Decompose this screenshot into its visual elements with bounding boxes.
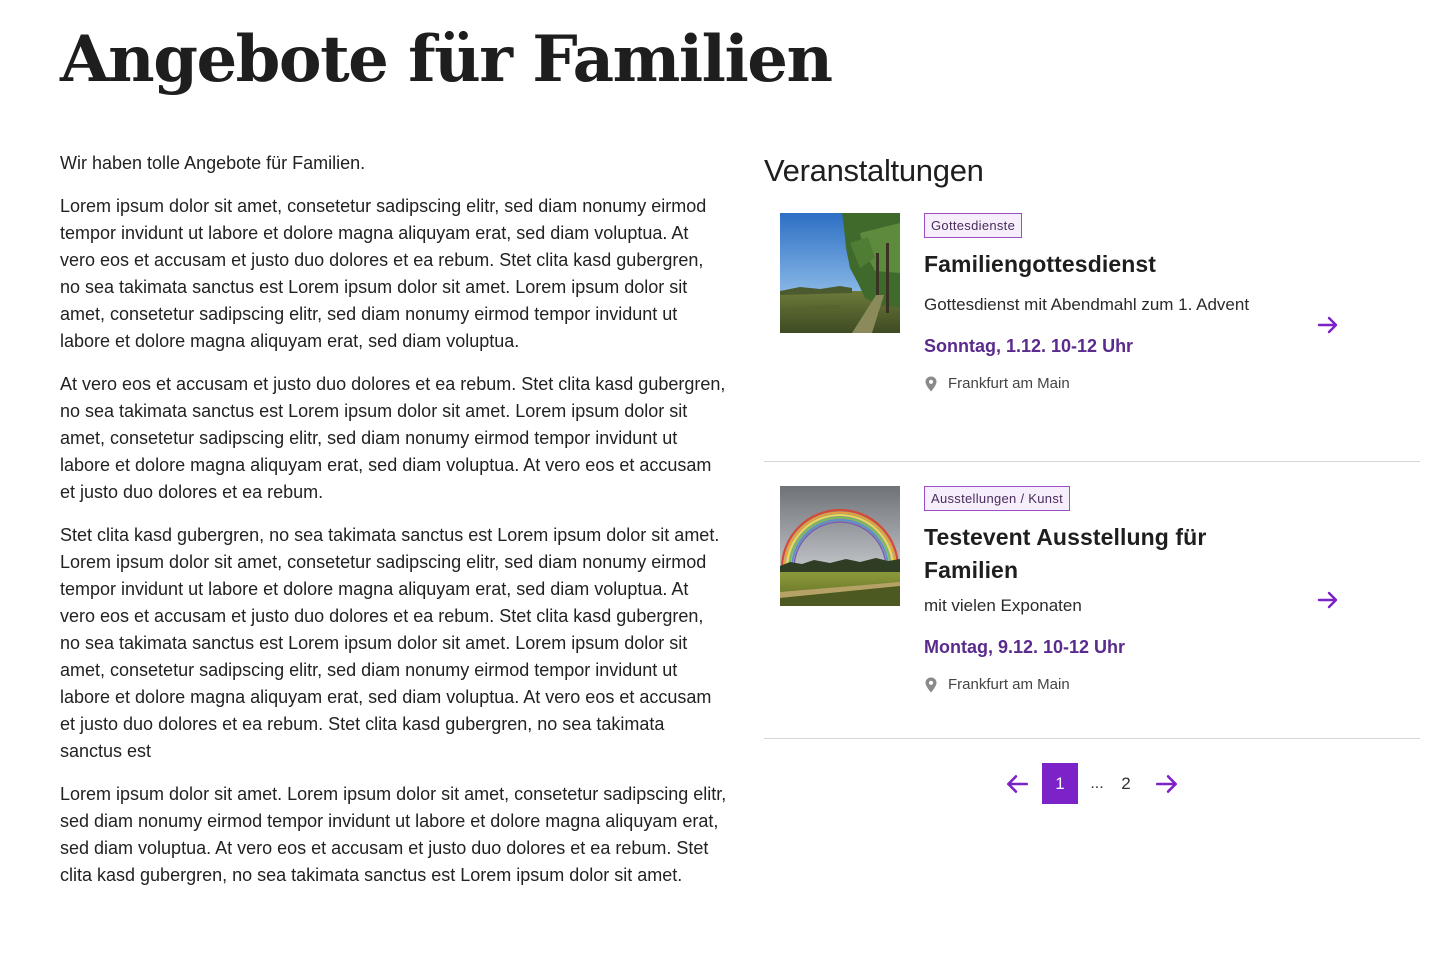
- event-date: Sonntag, 1.12. 10-12 Uhr: [924, 336, 1134, 356]
- arrow-right-icon[interactable]: [1316, 588, 1340, 612]
- body-paragraph: Lorem ipsum dolor sit amet, consetetur sadipscing elitr, sed diam nonumy eirmod tempor invidunt ut labore et dolore magna aliquyam erat, sed diam voluptua. At vero eos et accusam et justo duo dolores et ea rebum. Stet clita kasd gubergren, no sea takimata sanctus est Lorem ipsum dolor sit amet. Lorem ipsum dolor sit amet, consetetur sadipscing elitr, sed diam nonumy eirmod tempor invidunt ut labore et dolore magna aliquyam erat, sed diam voluptua.: [60, 196, 707, 351]
- location-text: Frankfurt am Main: [948, 375, 1070, 392]
- page-ellipsis: ...: [1090, 775, 1104, 792]
- event-card[interactable]: [764, 486, 1420, 739]
- arrow-right-icon[interactable]: [1154, 771, 1180, 797]
- event-subtitle: Gottesdienst mit Abendmahl zum 1. Advent: [924, 295, 1250, 314]
- arrow-left-icon[interactable]: [1004, 771, 1030, 797]
- events-heading: Veranstaltungen: [764, 153, 984, 188]
- main-content: [60, 150, 728, 905]
- event-location: [924, 374, 1304, 394]
- body-paragraph: Lorem ipsum dolor sit amet. Lorem ipsum dolor sit amet, consetetur sadipscing elitr, sed diam nonumy eirmod tempor invidunt ut labore et dolore magna aliquyam erat, sed diam voluptua. At vero eos et accusam et justo duo dolores et ea rebum. Stet clita kasd gubergren, no sea takimata sanctus est Lorem ipsum dolor sit amet.: [60, 784, 727, 885]
- event-title[interactable]: Testevent Ausstellung für Familien: [924, 524, 1207, 583]
- location-pin-icon: [924, 677, 938, 693]
- body-paragraph: Stet clita kasd gubergren, no sea takimata sanctus est Lorem ipsum dolor sit amet. Lorem ipsum dolor sit amet, consetetur sadipscing elitr, sed diam nonumy eirmod tempor invidunt ut labore et dolore magna aliquyam erat, sed diam voluptua. At vero eos et accusam et justo duo dolores et ea rebum. Stet clita kasd gubergren, no sea takimata sanctus est Lorem ipsum dolor sit amet. Lorem ipsum dolor sit amet, consetetur sadipscing elitr, sed diam nonumy eirmod tempor invidunt ut labore et dolore magna aliquyam erat, sed diam voluptua. At vero eos et accusam et justo duo dolores et ea rebum. Stet clita kasd gubergren, no sea takimata sanctus est: [60, 525, 720, 761]
- rainbow-landscape-photo-icon: [780, 486, 900, 606]
- location-pin-icon: [924, 376, 938, 392]
- arrow-right-icon[interactable]: [1316, 313, 1340, 337]
- events-section: [764, 150, 1420, 804]
- event-image[interactable]: [780, 213, 900, 333]
- event-image[interactable]: [780, 486, 900, 606]
- location-text: Frankfurt am Main: [948, 676, 1070, 693]
- event-details: [924, 213, 1304, 394]
- event-details: [924, 486, 1304, 695]
- current-page[interactable]: 1: [1042, 763, 1078, 804]
- event-location: [924, 675, 1304, 695]
- tree-landscape-photo-icon: [780, 213, 900, 333]
- body-paragraph: At vero eos et accusam et justo duo dolores et ea rebum. Stet clita kasd gubergren, no sea takimata sanctus est Lorem ipsum dolor sit amet. Lorem ipsum dolor sit amet, consetetur sadipscing elitr, sed diam nonumy eirmod tempor invidunt ut labore et dolore magna aliquyam erat, sed diam voluptua. At vero eos et accusam et justo duo dolores et ea rebum.: [60, 374, 726, 502]
- category-tag[interactable]: Ausstellungen / Kunst: [924, 486, 1070, 511]
- page-link-2[interactable]: 2: [1121, 774, 1131, 793]
- pagination: [764, 763, 1420, 804]
- category-tag[interactable]: Gottesdienste: [924, 213, 1022, 238]
- intro-paragraph: Wir haben tolle Angebote für Familien.: [60, 153, 366, 173]
- event-card[interactable]: [764, 213, 1420, 462]
- page-title: Angebote für Familien: [60, 22, 832, 97]
- event-title[interactable]: Familiengottesdienst: [924, 251, 1157, 277]
- event-list: [764, 213, 1420, 739]
- event-date: Montag, 9.12. 10-12 Uhr: [924, 637, 1126, 657]
- event-subtitle: mit vielen Exponaten: [924, 596, 1082, 615]
